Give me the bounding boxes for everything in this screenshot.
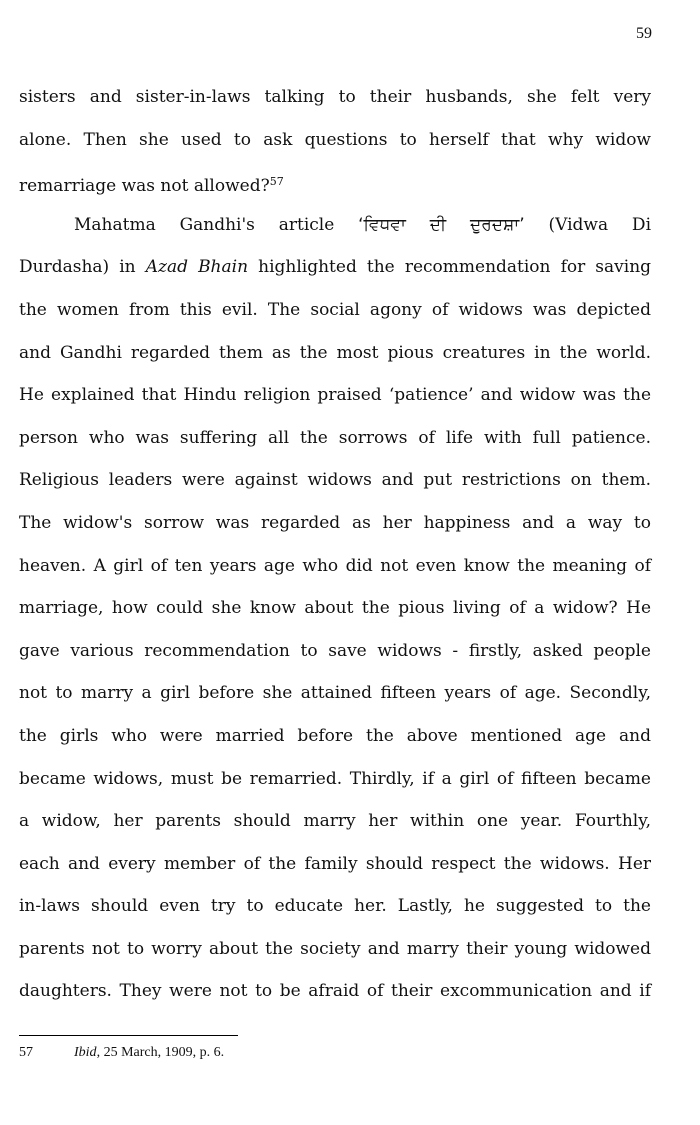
text-line: the women from this evil. The social agony of widows was depicted: [19, 299, 651, 320]
footnote-reference[interactable]: 57: [269, 175, 284, 189]
body-text: [19, 84, 651, 1021]
text-line: alone. Then she used to ask questions to herself that why widow: [19, 129, 651, 150]
text-line: remarriage was not allowed?$^{57}$: [19, 175, 284, 197]
newspaper-title: Azad Bhain: [145, 257, 249, 278]
text-line: daughters. They were not to be afraid of their excommunication and if: [19, 981, 651, 1002]
footnote-source: Ibid: [74, 1045, 97, 1060]
text-line: person who was suffering all the sorrows of life with full patience.: [19, 427, 651, 448]
text-line: Durdasha) in Azad Bhain highlighted the recommendation for saving: [19, 257, 652, 278]
punjabi-title: ‘ਵਿਧਵਾ ਦੀ ਦੁਰਦਸ਼ਾ’: [358, 214, 525, 235]
text-line: parents not to worry about the society and marry their young widowed: [19, 938, 651, 959]
text-line: The widow's sorrow was regarded as her happiness and a way to: [19, 512, 651, 533]
text-line: heaven. A girl of ten years age who did not even know the meaning of: [19, 555, 651, 576]
text-line: He explained that Hindu religion praised ‘patience’ and widow was the: [19, 385, 651, 406]
page-number: 59: [636, 25, 652, 42]
text-line: marriage, how could she know about the pious living of a widow? He: [19, 598, 651, 619]
text-line: gave various recommendation to save widows - firstly, asked people: [19, 640, 651, 661]
footnote-separator: [19, 1035, 238, 1036]
paragraph-first-line: Mahatma Gandhi's article ‘ਵਿਧਵਾ ਦੀ ਦੁਰਦਸ਼ਾ’ (Vidwa Di: [74, 214, 652, 235]
text-line: a widow, her parents should marry her within one year. Fourthly,: [19, 811, 651, 832]
text-line: in-laws should even try to educate her. Lastly, he suggested to the: [19, 896, 651, 917]
footnote-citation: , 25 March, 1909, p. 6.: [96, 1045, 225, 1060]
text-line: each and every member of the family should respect the widows. Her: [19, 853, 651, 874]
text-line: Religious leaders were against widows and put restrictions on them.: [19, 470, 651, 491]
text-line: not to marry a girl before she attained fifteen years of age. Secondly,: [19, 683, 651, 704]
text-line: the girls who were married before the above mentioned age and: [19, 725, 651, 746]
text-line: and Gandhi regarded them as the most pious creatures in the world.: [19, 342, 651, 363]
text-line: sisters and sister-in-laws talking to their husbands, she felt very: [19, 87, 651, 107]
text-line: became widows, must be remarried. Thirdly, if a girl of fifteen became: [19, 768, 651, 789]
footnote-number: 57: [19, 1045, 33, 1060]
footnote: [19, 1045, 224, 1061]
